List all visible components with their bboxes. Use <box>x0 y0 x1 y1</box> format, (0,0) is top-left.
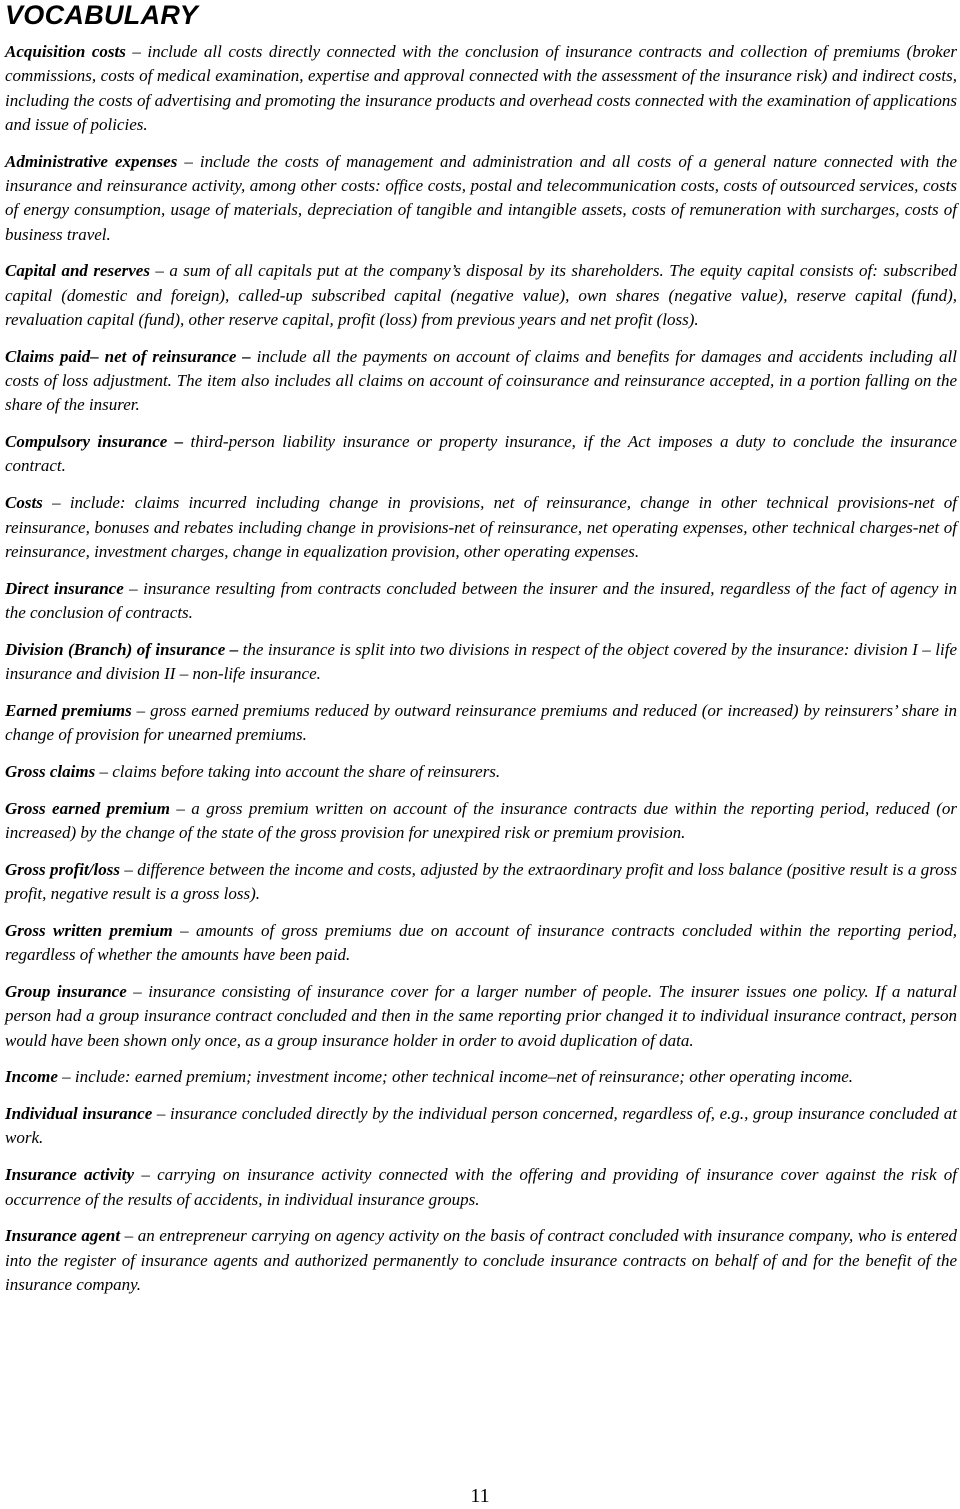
entry-definition: – carrying on insurance activity connected with the offering and providing of insurance cover against the risk of occurrence of the results of accidents, in individual insurance groups. <box>5 1165 957 1209</box>
vocabulary-entry <box>5 1065 957 1089</box>
entry-definition: – amounts of gross premiums due on account of insurance contracts concluded within the reporting period, regardless of whether the amounts have been paid. <box>5 920 957 965</box>
vocabulary-entry <box>5 980 957 1053</box>
entry-term: Administrative expenses <box>5 151 178 171</box>
entry-definition: – include: earned premium; investment income; other technical income–net of reinsurance; other operating income. <box>57 1067 854 1087</box>
vocabulary-entry <box>5 638 957 687</box>
entry-definition: third-person liability insurance or property insurance, if the Act imposes a duty to conclude the insurance contract. <box>5 432 957 476</box>
entry-term: Division (Branch) of insurance – <box>5 639 239 659</box>
vocabulary-entry <box>5 1224 957 1297</box>
vocabulary-entry <box>5 259 957 332</box>
entry-term: Gross written premium <box>5 920 173 940</box>
vocabulary-entry <box>5 577 957 626</box>
entry-definition: – include: claims incurred including change in provisions, net of reinsurance, change in other technical provisions-net of reinsurance, bonuses and rebates including change in provisions-net of reinsurance, net operating expenses, other technical charges-net of reinsurance, investment charges, change in equalization provision, other operating expenses. <box>5 493 957 561</box>
entry-term: Gross earned premium <box>5 798 170 818</box>
vocabulary-entry <box>5 345 957 418</box>
entry-definition: include all the payments on account of claims and benefits for damages and accidents including all costs of loss adjustment. The item also includes all claims on account of coinsurance and reinsurance accepted, in a portion falling on the share of the insurer. <box>5 346 957 415</box>
entry-definition: – an entrepreneur carrying on agency activity on the basis of contract concluded with insurance company, who is entered into the register of insurance agents and authorized permanently to conclude insurance contracts on behalf of and for the benefit of the insurance company. <box>5 1226 957 1294</box>
entry-term: Costs <box>5 493 43 513</box>
entry-term: Compulsory insurance – <box>5 432 184 452</box>
entry-definition: – a gross premium written on account of the insurance contracts due within the reporting period, reduced (or increased) by the change of the state of the gross provision for unexpired risk or premium provision. <box>5 798 957 843</box>
vocabulary-entry <box>5 699 957 748</box>
vocabulary-entry <box>5 1163 957 1212</box>
vocabulary-entry <box>5 430 957 479</box>
vocabulary-entry <box>5 1102 957 1151</box>
vocabulary-entry <box>5 858 957 907</box>
entry-definition: – insurance consisting of insurance cover for a larger number of people. The insurer issues one policy. If a natural person had a group insurance contract concluded and then in the same reporting prior changed it to individual insurance contract, person would have been shown only once, as a group insurance holder in order to avoid duplication of data. <box>5 982 957 1050</box>
vocabulary-entry <box>5 760 957 784</box>
vocabulary-page <box>5 0 957 1310</box>
vocabulary-entry <box>5 797 957 846</box>
entry-term: Claims paid– net of reinsurance – <box>5 346 251 366</box>
entry-definition: the insurance is split into two divisions in respect of the object covered by the insurance: division I – life insurance and division II – non-life insurance. <box>5 639 957 684</box>
entry-term: Earned premiums <box>5 700 132 720</box>
entry-term: Income <box>5 1067 58 1087</box>
vocabulary-entry <box>5 40 957 137</box>
entry-term: Insurance activity <box>5 1165 135 1185</box>
vocabulary-entry <box>5 491 957 564</box>
entry-term: Insurance agent <box>5 1226 121 1246</box>
entry-definition: – claims before taking into account the share of reinsurers. <box>95 761 501 781</box>
entry-term: Direct insurance <box>5 578 124 598</box>
vocabulary-entry <box>5 919 957 968</box>
entry-term: Gross claims <box>5 761 96 781</box>
entry-definition: – insurance concluded directly by the individual person concerned, regardless of, e.g., group insurance concluded at work. <box>5 1104 957 1148</box>
entry-definition: – insurance resulting from contracts concluded between the insurer and the insured, regardless of the fact of agency in the conclusion of contracts. <box>5 578 957 622</box>
vocabulary-entry <box>5 150 957 247</box>
entry-term: Capital and reserves <box>5 261 150 281</box>
entry-term: Gross profit/loss <box>5 859 120 879</box>
entry-definition: – difference between the income and costs, adjusted by the extraordinary profit and loss balance (positive result is a gross profit, negative result is a gross loss). <box>5 859 957 904</box>
page-number: 11 <box>470 1485 490 1507</box>
page-title: VOCABULARY <box>5 0 199 30</box>
entry-definition: – gross earned premiums reduced by outward reinsurance premiums and reduced (or increased) by reinsurers’ share in change of provision for unearned premiums. <box>5 700 957 745</box>
entry-definition: – include the costs of management and administration and all costs of a general nature connected with the insurance and reinsurance activity, among other costs: office costs, postal and telecommunication costs, costs of outsourced services, costs of energy consumption, usage of materials, depreciation of tangible and intangible assets, costs of remuneration with surcharges, costs of business travel. <box>5 151 957 244</box>
entry-definition: – include all costs directly connected with the conclusion of insurance contracts and collection of premiums (broker commissions, costs of medical examination, expertise and approval connected with the assessment of the insurance risk) and indirect costs, including the costs of advertising and promoting the insurance products and overhead costs connected with the examination of applications and issue of policies. <box>5 42 957 134</box>
entry-term: Individual insurance <box>5 1104 153 1124</box>
vocabulary-list <box>5 40 957 1297</box>
entry-term: Group insurance <box>5 982 127 1001</box>
entry-definition: – a sum of all capitals put at the company’s disposal by its shareholders. The equity capital consists of: subscribed capital (domestic and foreign), called-up subscribed capital (negative value), own shares (negative value), reserve capital (fund), revaluation capital (fund), other reserve capital, profit (loss) from previous years and net profit (loss). <box>5 261 957 329</box>
entry-term: Acquisition costs <box>5 42 126 61</box>
